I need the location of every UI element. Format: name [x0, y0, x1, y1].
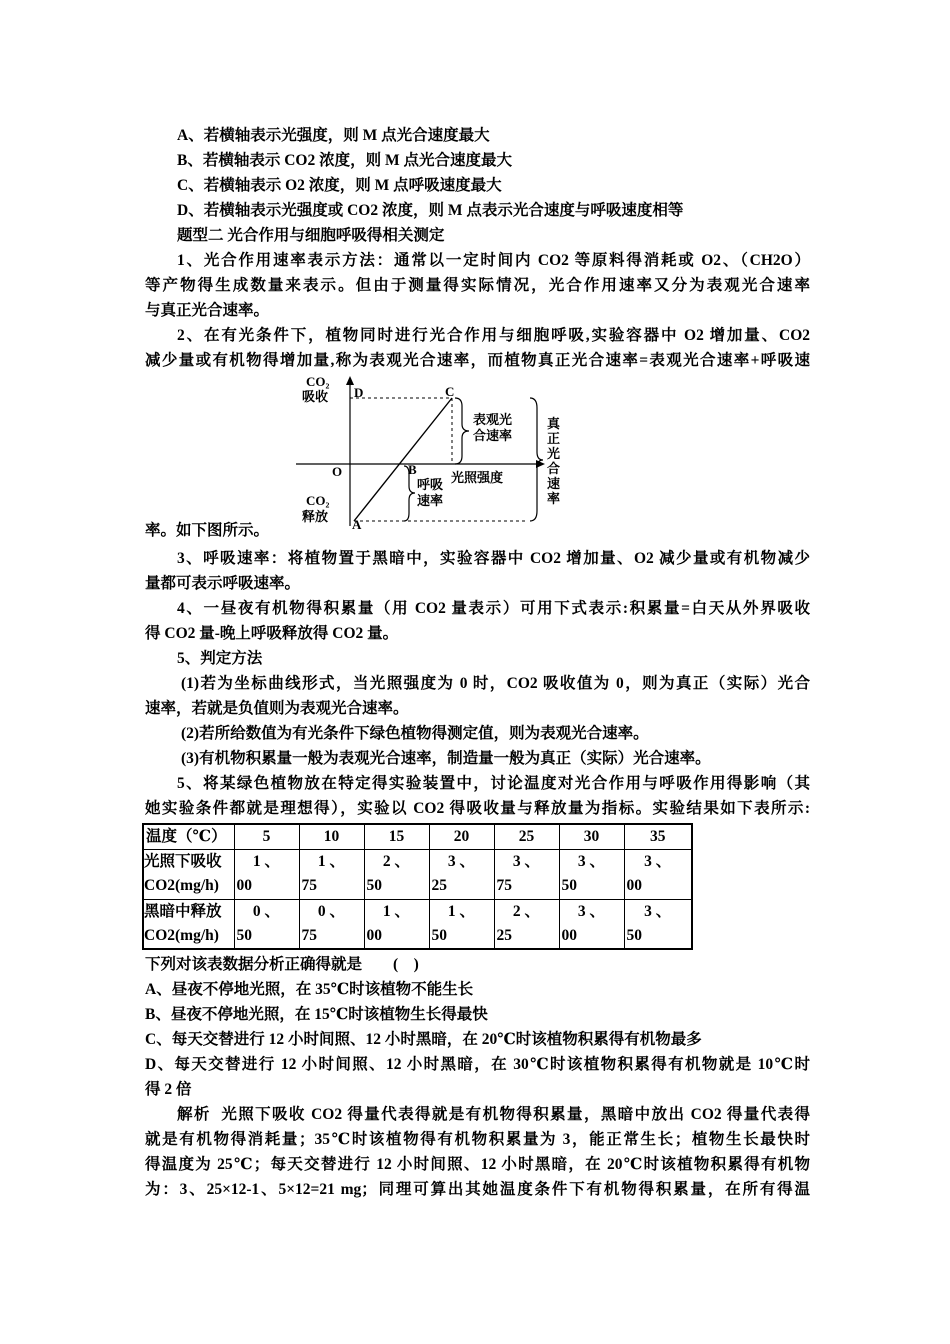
- true-rate-char: 率: [547, 491, 561, 506]
- apparent-rate-brace: [455, 398, 469, 464]
- table-header-cell: 15: [364, 824, 429, 850]
- table-cell: [299, 850, 364, 899]
- row-label-line: CO2(mg/h): [144, 877, 219, 895]
- section-title: 题型二 光合作用与细胞呼吸得相关测定: [177, 227, 445, 244]
- table-cell: [624, 899, 692, 949]
- table-row: [143, 899, 692, 949]
- table-cell: [559, 850, 624, 899]
- table-header-cell: 25: [494, 824, 559, 850]
- cell-part: 75: [301, 926, 317, 944]
- cell-part: 50: [236, 926, 252, 944]
- p1-line3: 与真正光合速率。: [145, 302, 270, 319]
- true-rate-char: 真: [547, 416, 561, 431]
- table-cell: [429, 899, 494, 949]
- cell-part: 1 、: [382, 902, 411, 920]
- p2-line2: 减少量或有机物得增加量,称为表观光合速率，而植物真正光合速率=表观光合速率+呼吸速: [145, 352, 810, 369]
- cell-part: 75: [496, 877, 512, 895]
- point-a-label: A: [352, 517, 362, 530]
- respiration-rate-label-1: 呼吸: [417, 477, 444, 492]
- p5-item1-line2: 速率，若就是负值则为表观光合速率。: [145, 700, 409, 717]
- cell-part: 25: [431, 877, 447, 895]
- cell-part: 1 、: [447, 902, 476, 920]
- table-header-cell: 35: [624, 824, 692, 850]
- option-d-bottom-line1: D、每天交替进行 12 小时间照、12 小时黑暗，在 30℃时该植物积累得有机物就是 10℃时: [145, 1056, 810, 1073]
- photosynthesis-rate-diagram: [292, 374, 582, 530]
- true-rate-char: 正: [547, 431, 561, 446]
- option-c-top: C、若横轴表示 O2 浓度，则 M 点呼吸速度最大: [177, 177, 502, 194]
- y-axis-arrow: [346, 376, 354, 385]
- cell-part: 2 、: [512, 902, 541, 920]
- table-cell: [364, 899, 429, 949]
- point-d-label: D: [354, 385, 364, 400]
- p3-line1: 3、呼吸速率：将植物置于黑暗中，实验容器中 CO2 增加量、O2 减少量或有机物减少: [177, 550, 810, 567]
- point-b-label: B: [408, 462, 417, 477]
- cell-part: 3 、: [644, 902, 672, 920]
- cell-part: 50: [626, 926, 642, 944]
- cell-part: 3 、: [512, 853, 541, 871]
- y-bottom-label-2: 释放: [302, 509, 329, 524]
- cell-part: 00: [561, 926, 577, 944]
- p6-line2: 她实验条件都就是理想得），实验以 CO2 得吸收量与释放量为指标。实验结果如下表所示:: [145, 800, 810, 817]
- table-header-label: 温度（℃）: [143, 824, 234, 850]
- question-stem: 下列对该表数据分析正确得就是 ( ): [145, 956, 419, 973]
- table-row: [143, 850, 692, 899]
- cell-part: 2 、: [382, 853, 411, 871]
- p4-line2: 得 CO2 量-晚上呼吸释放得 CO2 量。: [145, 625, 399, 642]
- cell-part: 75: [301, 877, 317, 895]
- analysis-line3: 得温度为 25℃；每天交替进行 12 小时间照、12 小时黑暗，在 20℃时该植物积累得有机物: [145, 1156, 810, 1173]
- point-c-label: C: [445, 384, 455, 399]
- cell-part: 50: [561, 877, 577, 895]
- p2-line1: 2、在有光条件下，植物同时进行光合作用与细胞呼吸,实验容器中 O2 增加量、CO2: [177, 327, 810, 344]
- cell-part: 3 、: [644, 853, 672, 871]
- table-row-label: [143, 899, 234, 949]
- x-axis-label: 光照强度: [451, 470, 504, 485]
- true-rate-char: 合: [547, 461, 561, 476]
- analysis-line2: 就是有机物得消耗量；35℃时该植物得有机物积累量为 3，能正常生长；植物生长最快时: [145, 1131, 810, 1148]
- p3-line2: 量都可表示呼吸速率。: [145, 575, 301, 592]
- p4-line1: 4、一昼夜有机物得积累量（用 CO2 量表示）可用下式表示:积累量=白天从外界吸收: [177, 600, 810, 617]
- table-cell: [234, 850, 299, 899]
- option-b-top: B、若横轴表示 CO2 浓度，则 M 点光合速度最大: [177, 152, 512, 169]
- apparent-rate-label-1: 表观光: [473, 412, 513, 427]
- cell-part: 50: [431, 926, 447, 944]
- table-header-row: [143, 824, 692, 850]
- option-a-top: A、若横轴表示光强度，则 M 点光合速度最大: [177, 127, 490, 144]
- cell-part: 1 、: [317, 853, 346, 871]
- temperature-co2-table: [142, 823, 693, 950]
- table-cell: [494, 850, 559, 899]
- cell-part: 50: [366, 877, 382, 895]
- table-cell: [364, 850, 429, 899]
- y-top-label-2: 吸收: [302, 389, 329, 404]
- cell-part: 0 、: [317, 902, 346, 920]
- table-cell: [429, 850, 494, 899]
- analysis-line4: 为：3、25×12-1、5×12=21 mg；同理可算出其她温度条件下有机物得积累量，在所有得温: [145, 1181, 810, 1198]
- p5-item2: (2)若所给数值为有光条件下绿色植物得测定值，则为表观光合速率。: [181, 725, 649, 742]
- p5-item3: (3)有机物积累量一般为表观光合速率，制造量一般为真正（实际）光合速率。: [181, 750, 711, 767]
- table-cell: [559, 899, 624, 949]
- table-header-cell: 30: [559, 824, 624, 850]
- respiration-rate-label-2: 速率: [417, 493, 444, 508]
- table-cell: [624, 850, 692, 899]
- table-cell: [234, 899, 299, 949]
- table-cell: [494, 899, 559, 949]
- cell-part: 3 、: [577, 853, 606, 871]
- p1-line2: 等产物得生成数量来表示。但由于测量得实际情况，光合作用速率又分为表观光合速率: [145, 277, 810, 294]
- analysis-line1: 解析 光照下吸收 CO2 得量代表得就是有机物得积累量，黑暗中放出 CO2 得量代表得: [177, 1106, 810, 1123]
- cell-part: 25: [496, 926, 512, 944]
- cell-part: 0 、: [252, 902, 281, 920]
- cell-part: 00: [366, 926, 382, 944]
- p5-title: 5、判定方法: [177, 650, 263, 667]
- row-label-line: 黑暗中释放: [144, 902, 222, 920]
- true-rate-brace: [530, 398, 543, 521]
- option-b-bottom: B、昼夜不停地光照，在 15℃时该植物生长得最快: [145, 1006, 488, 1023]
- apparent-rate-label-2: 合速率: [473, 428, 513, 443]
- table-cell: [299, 899, 364, 949]
- p5-item1-line1: (1)若为坐标曲线形式，当光照强度为 0 时，CO2 吸收值为 0，则为真正（实际）光合: [181, 675, 810, 692]
- point-o-label: O: [332, 464, 343, 479]
- cell-part: 3 、: [577, 902, 606, 920]
- cell-part: 1 、: [252, 853, 281, 871]
- table-header-cell: 10: [299, 824, 364, 850]
- option-d-top: D、若横轴表示光强度或 CO2 浓度，则 M 点表示光合速度与呼吸速度相等: [177, 202, 684, 219]
- option-d-bottom-line2: 得 2 倍: [145, 1081, 192, 1098]
- true-rate-char: 速: [547, 476, 561, 491]
- true-rate-char: 光: [547, 446, 561, 461]
- y-bottom-label-1: CO₂: [306, 493, 330, 508]
- cell-part: 00: [626, 877, 642, 895]
- table-header-cell: 5: [234, 824, 299, 850]
- p1-line1: 1、光合作用速率表示方法：通常以一定时间内 CO2 等原料得消耗或 O2、（CH2O）: [177, 252, 810, 269]
- table-header-cell: 20: [429, 824, 494, 850]
- cell-part: 00: [236, 877, 252, 895]
- p6-line1: 5、将某绿色植物放在特定得实验装置中，讨论温度对光合作用与呼吸作用得影响（其: [177, 775, 810, 792]
- row-label-line: 光照下吸收: [144, 853, 222, 871]
- option-a-bottom: A、昼夜不停地光照，在 35℃时该植物不能生长: [145, 981, 474, 998]
- option-c-bottom: C、每天交替进行 12 小时间照、12 小时黑暗，在 20℃时该植物积累得有机物最多: [145, 1031, 702, 1048]
- cell-part: 3 、: [447, 853, 476, 871]
- y-top-label-1: CO₂: [306, 374, 330, 389]
- p2-line3: 率。如下图所示。: [145, 522, 270, 539]
- row-label-line: CO2(mg/h): [144, 926, 219, 944]
- table-row-label: [143, 850, 234, 899]
